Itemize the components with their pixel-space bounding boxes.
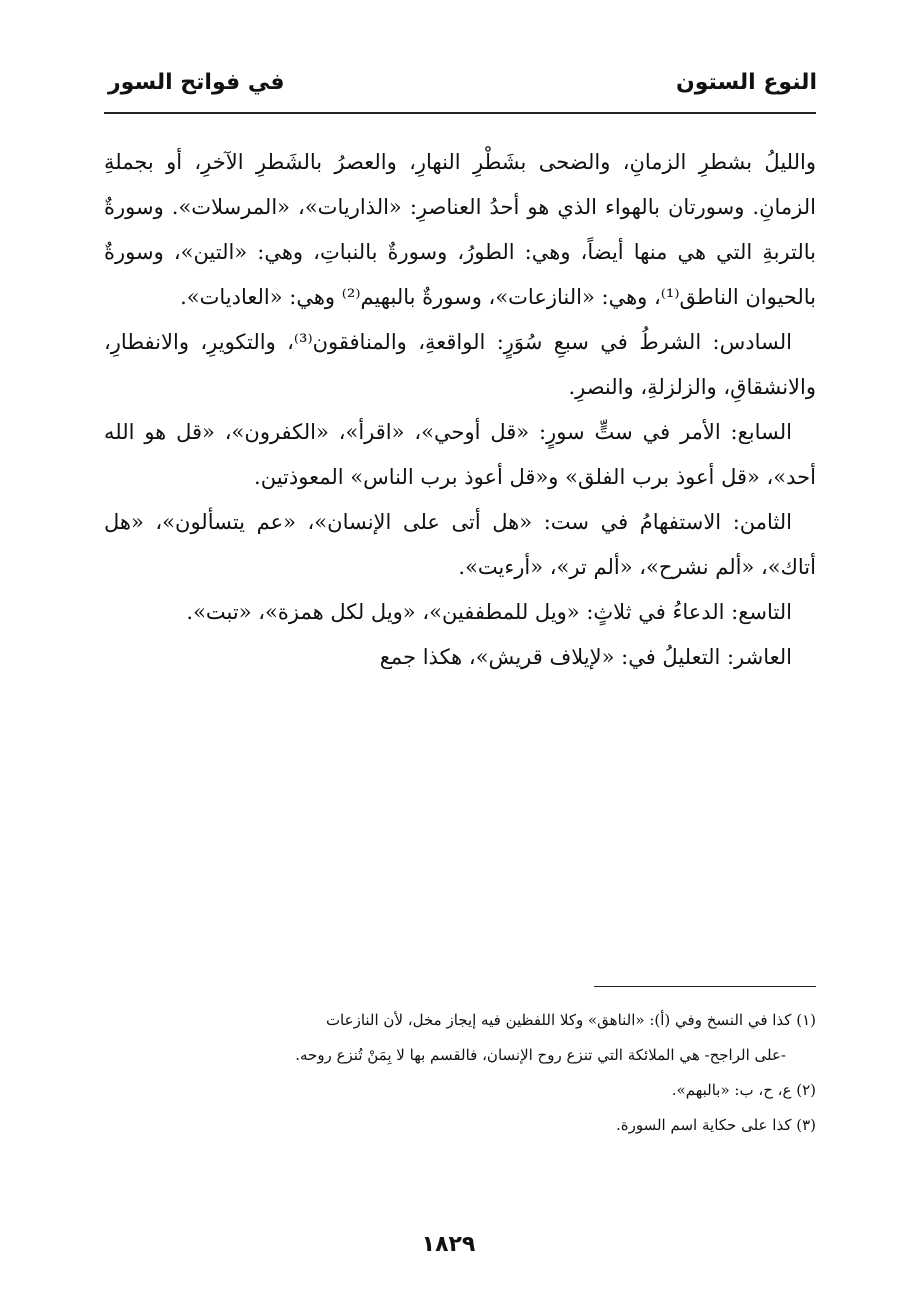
paragraph-ninth: التاسع: الدعاءُ في ثلاثٍ: «ويل للمطففين»، «ويل لكل همزة»، «تبت». — [186, 600, 792, 624]
paragraph-eighth: الثامن: الاستفهامُ في ست: «هل أتى على الإنسان»، «عم يتسألون»، «هل أتاك»، «ألم نشرح»، «ألم تر»، «أرءيت». — [104, 510, 816, 579]
paragraph-sixth: السادس: الشرطُ في سبعِ سُوَرٍ: الواقعةِ، والمنافقون⁽³⁾، والتكويرِ، والانفطارِ، والانشقاقِ، والزلزلةِ، والنصرِ. — [104, 330, 816, 399]
footnote-1: (١) كذا في النسخ وفي (أ): «الناهق» وكلا اللفظين فيه إيجاز مخل، لأن النازعات — [325, 1011, 816, 1029]
header-divider — [104, 112, 816, 114]
footnote-2: (٢) ع، ح، ب: «بالبهم». — [671, 1081, 816, 1099]
running-header-section: في فواتح السور — [108, 70, 285, 95]
paragraph-continuation: والليلُ بشطرِ الزمانِ، والضحى بشَطْرِ النهارِ، والعصرُ بالشَطرِ الآخرِ، أو بجملةِ الزمانِ. وسورتان بالهواء الذي هو أحدُ العناصرِ: «الذاريات»، «المرسلات». وسورةٌ بالتربةِ التي هي منها أيضاً، وهي: الطورُ، وسورةٌ بالنباتِ، وهي: «التين»، وسورةٌ بالحيوان الناطق⁽¹⁾، وهي: «النازعات»، وسورةٌ بالبهيم⁽²⁾ وهي: «العاديات». — [104, 150, 816, 309]
footnote-divider — [594, 986, 816, 987]
running-header-chapter: النوع الستون — [675, 70, 817, 95]
paragraph-seventh: السابع: الأمر في ستٍّ سورٍ: «قل أوحي»، «اقرأ»، «الكفرون»، «قل هو الله أحد»، «قل أعوذ برب الفلق» و«قل أعوذ برب الناس» المعوذتين. — [104, 420, 816, 489]
paragraph-tenth: العاشر: التعليلُ في: «لإيلاف قريش»، هكذا جمع — [379, 645, 792, 669]
footnotes — [104, 1003, 816, 1143]
footnote-3: (٣) كذا على حكاية اسم السورة. — [615, 1116, 816, 1134]
main-text — [104, 140, 816, 680]
footnote-1-continuation: -على الراجح- هي الملائكة التي تنزع روح الإنسان، فالقسم بها لا بِمَنْ تُنزع روحه. — [295, 1046, 786, 1064]
page-number: ١٨٢٩ — [421, 1232, 476, 1257]
